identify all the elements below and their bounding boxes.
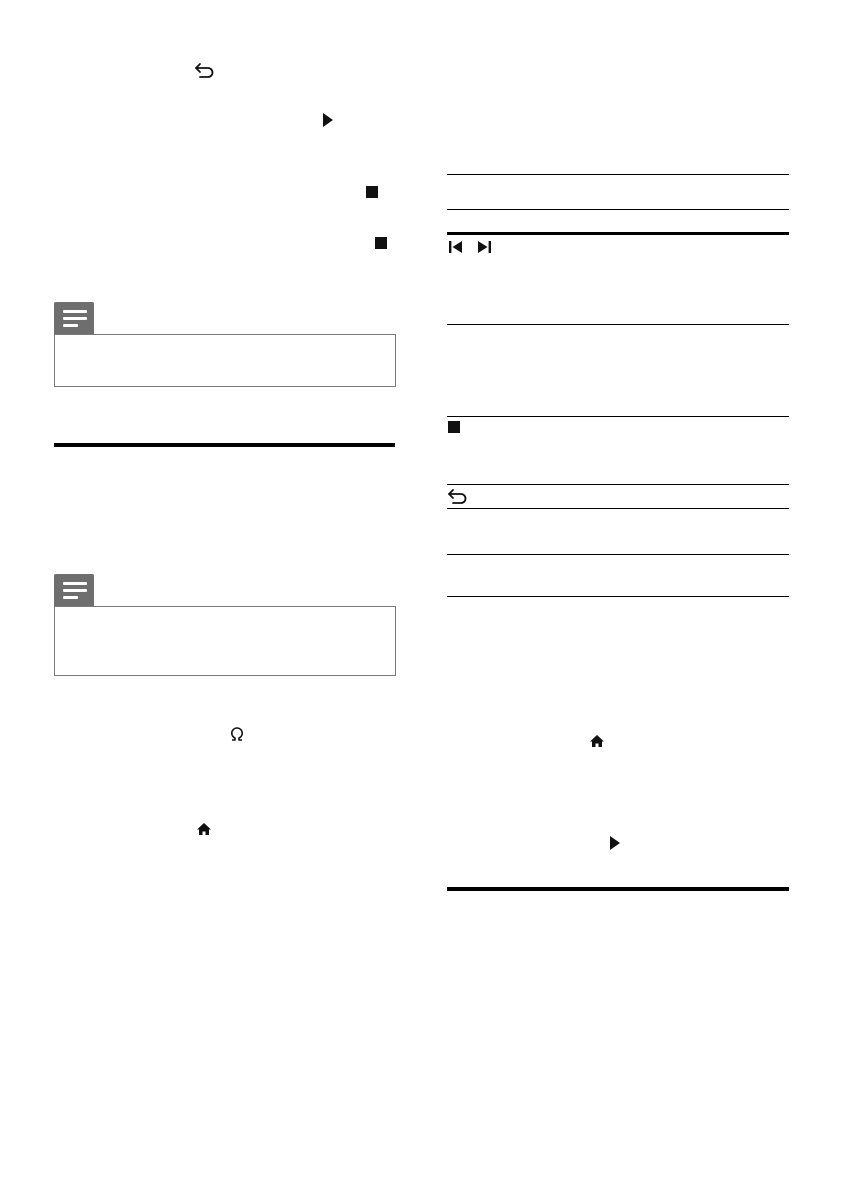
back-icon [194,62,216,80]
stop-icon [365,185,379,199]
table-row-rule [447,484,789,485]
note-icon [54,302,94,334]
omega-icon [229,726,245,742]
section-rule [54,443,395,447]
stop-icon [374,236,388,250]
table-row-rule [447,324,789,325]
home-icon [196,822,212,836]
table-top-rule [447,174,789,175]
table-row-rule [447,554,789,555]
play-icon [321,112,335,128]
next-icon [476,240,492,254]
back-icon [447,488,469,506]
note-icon [54,574,94,606]
section-rule [447,887,789,891]
home-icon [589,734,605,748]
table-bottom-rule [447,596,789,597]
previous-icon [448,240,464,254]
note-box [54,334,396,387]
table-row-rule [447,508,789,509]
table-row-rule [447,416,789,417]
note-box [54,606,396,676]
table-header-rule [447,209,789,210]
stop-icon [447,420,461,434]
table-heavy-rule [447,232,789,235]
play-icon [608,835,622,851]
